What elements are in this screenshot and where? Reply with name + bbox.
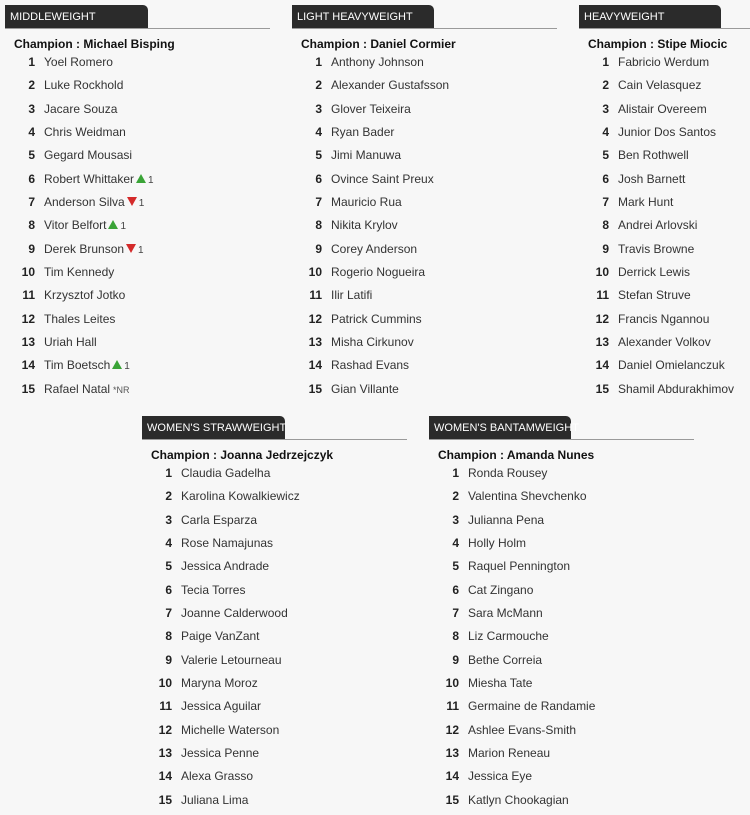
rank-row [579, 146, 750, 169]
rank-number: 5 [165, 559, 172, 574]
fighter-name[interactable]: Fabricio Werdum [618, 55, 710, 69]
rank-number: 7 [165, 606, 172, 621]
rank-number: 12 [158, 722, 172, 737]
rank-number: 5 [315, 148, 322, 163]
rank-row [429, 627, 694, 650]
fighter-name[interactable]: Glover Teixeira [331, 101, 411, 116]
rank-number: 11 [446, 699, 459, 714]
fighter-name[interactable]: Mauricio Rua [331, 195, 402, 210]
rank-row [579, 356, 750, 379]
rank-row [579, 76, 750, 99]
rank-change-count: 1 [138, 198, 145, 210]
rank-row [579, 263, 750, 286]
rank-number: 11 [159, 699, 172, 714]
rank-change [108, 218, 126, 236]
rank-row [5, 193, 270, 216]
fighter-name[interactable]: Rashad Evans [331, 358, 410, 373]
rank-row [5, 170, 270, 193]
fighter-name[interactable]: Miesha Tate [468, 676, 533, 691]
rank-row [142, 767, 407, 790]
rank-number: 12 [308, 311, 322, 326]
divider-line [292, 28, 557, 29]
fighter-name[interactable]: Germaine de Randamie [468, 699, 596, 714]
triangle-down-icon [127, 197, 137, 206]
rank-number: 10 [21, 265, 35, 280]
rank-number: 7 [315, 195, 322, 210]
rank-row [292, 53, 557, 76]
division-light-heavyweight [292, 5, 557, 403]
triangle-up-icon [112, 360, 122, 369]
rank-number: 3 [452, 512, 459, 527]
rank-row [579, 286, 750, 309]
fighter-name[interactable]: Jessica Eye [468, 769, 533, 784]
rank-row [292, 100, 557, 123]
fighter-name[interactable]: Carla Esparza [181, 512, 258, 527]
rank-row [292, 216, 557, 239]
fighter-name[interactable]: Luke Rockhold [44, 78, 124, 93]
rank-number: 2 [315, 78, 322, 93]
fighter-name[interactable]: Jacare Souza [44, 101, 118, 116]
rank-number: 10 [158, 676, 172, 691]
rank-row [579, 170, 750, 193]
rank-number: 6 [452, 582, 459, 597]
rank-number: 12 [595, 311, 609, 326]
fighter-name[interactable]: Sara McMann [468, 606, 543, 621]
rank-row [5, 286, 270, 309]
rank-row [5, 356, 270, 379]
rank-list [5, 53, 270, 403]
rank-number: 3 [165, 512, 172, 527]
rank-number: 1 [452, 466, 459, 480]
fighter-name[interactable]: Daniel Omielanczuk [618, 358, 725, 373]
rank-row [579, 310, 750, 333]
rank-number: 1 [28, 55, 35, 69]
rank-row [142, 721, 407, 744]
rank-row [292, 240, 557, 263]
rank-row [142, 627, 407, 650]
fighter-name[interactable]: Anthony Johnson [331, 55, 424, 69]
rank-number: 10 [595, 265, 609, 280]
rank-number: 13 [158, 746, 172, 761]
fighter-name[interactable]: Derrick Lewis [618, 265, 691, 280]
rank-row [429, 767, 694, 790]
fighter-name[interactable]: Misha Cirkunov [331, 335, 414, 350]
rank-number: 6 [165, 582, 172, 597]
rank-number: 7 [452, 606, 459, 621]
fighter-name[interactable]: Anderson Silva [44, 195, 125, 210]
fighter-name[interactable]: Paige VanZant [181, 629, 260, 644]
rank-row [292, 333, 557, 356]
fighter-name[interactable]: Josh Barnett [618, 171, 686, 186]
champion-label: Champion : Joanna Jedrzejczyk [151, 448, 334, 462]
fighter-name[interactable]: Julianna Pena [468, 512, 545, 527]
rank-row [5, 100, 270, 123]
fighter-name[interactable]: Jessica Penne [181, 746, 260, 761]
rank-number: 4 [28, 125, 35, 140]
division-tab-title[interactable]: LIGHT HEAVYWEIGHT [292, 5, 434, 29]
fighter-name[interactable]: Ashlee Evans-Smith [468, 722, 577, 737]
rank-number: 15 [158, 792, 172, 807]
rank-number: 4 [165, 536, 172, 551]
division-tab-title[interactable]: MIDDLEWEIGHT [5, 5, 148, 29]
fighter-name[interactable]: Valerie Letourneau [181, 652, 282, 667]
rank-row [292, 380, 557, 403]
division-women-s-bantamweight [429, 416, 694, 814]
rank-number: 13 [445, 746, 459, 761]
rank-number: 13 [308, 335, 322, 350]
rank-row [429, 674, 694, 697]
rank-row [579, 333, 750, 356]
rank-row [142, 651, 407, 674]
rank-row [429, 534, 694, 557]
rank-row [5, 216, 270, 239]
fighter-name[interactable]: Robert Whittaker [44, 171, 135, 186]
rank-number: 9 [452, 652, 459, 667]
rank-number: 9 [28, 241, 35, 256]
fighter-name[interactable]: Travis Browne [618, 241, 695, 256]
rank-row [429, 697, 694, 720]
not-ranked-badge: *NR [113, 384, 130, 395]
rank-number: 6 [602, 171, 609, 186]
rank-row [142, 557, 407, 580]
rank-row [5, 53, 270, 76]
rank-row [292, 193, 557, 216]
fighter-name[interactable]: Claudia Gadelha [181, 466, 271, 480]
rank-row [5, 76, 270, 99]
rank-change-count: 1 [124, 361, 130, 373]
divider-line [429, 439, 694, 440]
rank-list [429, 464, 694, 814]
fighter-name[interactable]: Ovince Saint Preux [331, 171, 434, 186]
rank-number: 12 [21, 311, 35, 326]
triangle-up-icon [108, 220, 118, 229]
rank-number: 2 [602, 78, 609, 93]
fighter-name[interactable]: Tecia Torres [181, 582, 246, 597]
rank-row [142, 744, 407, 767]
rank-number: 5 [452, 559, 459, 574]
rank-number: 8 [315, 218, 322, 233]
rank-row [142, 604, 407, 627]
rank-row [579, 216, 750, 239]
rank-number: 2 [452, 489, 459, 504]
rank-row [292, 310, 557, 333]
rank-list [292, 53, 557, 403]
rank-row [579, 240, 750, 263]
rank-number: 1 [315, 55, 322, 69]
fighter-name[interactable]: Corey Anderson [331, 241, 418, 256]
rank-number: 15 [21, 381, 35, 396]
rank-row [292, 263, 557, 286]
fighter-name[interactable]: Raquel Pennington [468, 559, 571, 574]
division-tab-title[interactable]: WOMEN'S STRAWWEIGHT [142, 416, 285, 440]
fighter-name[interactable]: Marion Reneau [468, 746, 551, 761]
fighter-name[interactable]: Andrei Arlovski [618, 218, 698, 233]
fighter-name[interactable]: Nikita Krylov [331, 218, 398, 233]
rank-row [579, 380, 750, 403]
rank-row [292, 356, 557, 379]
rank-number: 7 [602, 195, 609, 210]
fighter-name[interactable]: Jessica Aguilar [181, 699, 262, 714]
fighter-name[interactable]: Gian Villante [331, 381, 399, 396]
fighter-name[interactable]: Vitor Belfort [44, 218, 107, 233]
rank-row [429, 581, 694, 604]
fighter-name[interactable]: Alexa Grasso [181, 769, 254, 784]
rank-number: 4 [602, 125, 609, 140]
rank-row [429, 557, 694, 580]
rank-number: 13 [21, 335, 35, 350]
fighter-name[interactable]: Holly Holm [468, 536, 527, 551]
rank-row [579, 100, 750, 123]
rank-row [142, 697, 407, 720]
fighter-name[interactable]: Katlyn Chookagian [468, 792, 569, 807]
rank-number: 9 [165, 652, 172, 667]
division-header [142, 416, 407, 440]
division-header [429, 416, 694, 440]
rank-change [127, 195, 145, 213]
division-tab-title[interactable]: HEAVYWEIGHT [579, 5, 721, 29]
rank-number: 3 [602, 101, 609, 116]
division-tab-title[interactable]: WOMEN'S BANTAMWEIGHT [429, 416, 571, 440]
fighter-name[interactable]: Yoel Romero [44, 55, 113, 69]
rank-number: 2 [28, 78, 35, 93]
rank-number: 8 [28, 218, 35, 233]
fighter-name[interactable]: Thales Leites [44, 311, 116, 326]
fighter-name[interactable]: Rose Namajunas [181, 536, 274, 551]
rank-row [5, 240, 270, 263]
fighter-name[interactable]: Rogerio Nogueira [331, 265, 426, 280]
fighter-name[interactable]: Junior Dos Santos [618, 125, 717, 140]
champion-label: Champion : Amanda Nunes [438, 448, 595, 462]
rank-number: 10 [308, 265, 322, 280]
rank-number: 3 [315, 101, 322, 116]
fighter-name[interactable]: Mark Hunt [618, 195, 674, 210]
rank-row [429, 604, 694, 627]
rank-number: 11 [309, 288, 322, 303]
fighter-name[interactable]: Alexander Volkov [618, 335, 711, 350]
fighter-name[interactable]: Derek Brunson [44, 241, 125, 256]
fighter-name[interactable]: Francis Ngannou [618, 311, 710, 326]
rank-row [142, 464, 407, 487]
fighter-name[interactable]: Cain Velasquez [618, 78, 702, 93]
fighter-name[interactable]: Bethe Correia [468, 652, 543, 667]
rank-row [5, 263, 270, 286]
fighter-name[interactable]: Stefan Struve [618, 288, 691, 303]
rank-row [579, 193, 750, 216]
rank-row [142, 581, 407, 604]
rank-row [5, 333, 270, 356]
rank-row [5, 310, 270, 333]
rank-row [579, 53, 750, 76]
fighter-name[interactable]: Ryan Bader [331, 125, 395, 140]
divider-line [5, 28, 270, 29]
fighter-name[interactable]: Uriah Hall [44, 335, 97, 350]
champion-label: Champion : Daniel Cormier [301, 37, 456, 51]
rank-number: 4 [452, 536, 459, 551]
rank-list [579, 53, 750, 403]
rank-number: 6 [28, 171, 35, 186]
fighter-name[interactable]: Rafael Natal [44, 381, 111, 396]
divider-line [579, 28, 750, 29]
fighter-name[interactable]: Ilir Latifi [331, 288, 373, 303]
rank-number: 9 [602, 241, 609, 256]
fighter-name[interactable]: Tim Kennedy [44, 265, 115, 280]
fighter-name[interactable]: Gegard Mousasi [44, 148, 133, 163]
rank-row [429, 487, 694, 510]
division-header [5, 5, 270, 29]
rank-row [429, 744, 694, 767]
rank-change-count: 1 [138, 244, 144, 256]
rank-row [292, 76, 557, 99]
fighter-name[interactable]: Jessica Andrade [181, 559, 270, 574]
triangle-up-icon [136, 174, 146, 183]
rank-number: 14 [595, 358, 609, 373]
rank-number: 14 [445, 769, 459, 784]
division-heavyweight [579, 5, 750, 403]
fighter-name[interactable]: Alexander Gustafsson [331, 78, 450, 93]
fighter-name[interactable]: Liz Carmouche [468, 629, 549, 644]
rank-number: 15 [308, 381, 322, 396]
rank-change [112, 358, 130, 376]
fighter-name[interactable]: Shamil Abdurakhimov [618, 381, 735, 396]
division-header [292, 5, 557, 29]
rank-number: 14 [308, 358, 322, 373]
rank-number: 5 [28, 148, 35, 163]
rank-row [142, 487, 407, 510]
rank-number: 15 [445, 792, 459, 807]
rank-number: 2 [165, 489, 172, 504]
rank-number: 15 [595, 381, 609, 396]
champion-label: Champion : Michael Bisping [14, 37, 175, 51]
fighter-name[interactable]: Michelle Waterson [181, 722, 280, 737]
division-women-s-strawweight [142, 416, 407, 814]
rank-list [142, 464, 407, 814]
fighter-name[interactable]: Krzysztof Jotko [44, 288, 126, 303]
rank-number: 8 [165, 629, 172, 644]
fighter-name[interactable]: Cat Zingano [468, 582, 534, 597]
rank-change-count: 1 [120, 221, 127, 233]
rank-row [429, 464, 694, 487]
rank-row [142, 534, 407, 557]
fighter-name[interactable]: Maryna Moroz [181, 676, 258, 691]
divider-line [142, 439, 407, 440]
division-header [579, 5, 750, 29]
rank-number: 13 [595, 335, 609, 350]
rank-row [579, 123, 750, 146]
fighter-name[interactable]: Valentina Shevchenko [468, 489, 587, 504]
rank-number: 14 [158, 769, 172, 784]
rank-row [5, 380, 270, 403]
rank-number: 1 [602, 55, 609, 69]
fighter-name[interactable]: Juliana Lima [181, 792, 249, 807]
rank-number: 9 [315, 241, 322, 256]
rank-number: 11 [22, 288, 35, 303]
rank-row [5, 123, 270, 146]
fighter-name[interactable]: Tim Boetsch [44, 358, 111, 373]
division-middleweight [5, 5, 270, 403]
rank-row [5, 146, 270, 169]
rank-change [126, 242, 144, 260]
rank-row [292, 146, 557, 169]
rank-number: 8 [602, 218, 609, 233]
fighter-name[interactable]: Patrick Cummins [331, 311, 422, 326]
rank-number: 8 [452, 629, 459, 644]
rank-number: 4 [315, 125, 322, 140]
rank-row [292, 123, 557, 146]
rank-number: 7 [28, 195, 35, 210]
rank-number: 12 [445, 722, 459, 737]
rank-number: 5 [602, 148, 609, 163]
rank-change-count: 1 [148, 174, 154, 186]
rank-row [429, 651, 694, 674]
rank-number: 10 [445, 676, 459, 691]
rank-row [142, 674, 407, 697]
fighter-name[interactable]: Jimi Manuwa [331, 148, 402, 163]
fighter-name[interactable]: Ben Rothwell [618, 148, 689, 163]
rank-number: 1 [165, 466, 172, 480]
fighter-name[interactable]: Ronda Rousey [468, 466, 548, 480]
fighter-name[interactable]: Chris Weidman [44, 125, 126, 140]
rank-row [429, 721, 694, 744]
fighter-name[interactable]: Joanne Calderwood [181, 606, 288, 621]
rank-row [429, 511, 694, 534]
rank-row [429, 791, 694, 814]
fighter-name[interactable]: Alistair Overeem [618, 101, 707, 116]
rank-row [292, 170, 557, 193]
rank-number: 3 [28, 101, 35, 116]
rank-change [136, 172, 154, 190]
rank-row [142, 511, 407, 534]
champion-label: Champion : Stipe Miocic [588, 37, 728, 51]
rank-row [142, 791, 407, 814]
rank-row [292, 286, 557, 309]
triangle-down-icon [126, 244, 136, 253]
fighter-name[interactable]: Karolina Kowalkiewicz [181, 489, 300, 504]
rank-number: 6 [315, 171, 322, 186]
rank-number: 14 [21, 358, 35, 373]
rank-number: 11 [596, 288, 609, 303]
